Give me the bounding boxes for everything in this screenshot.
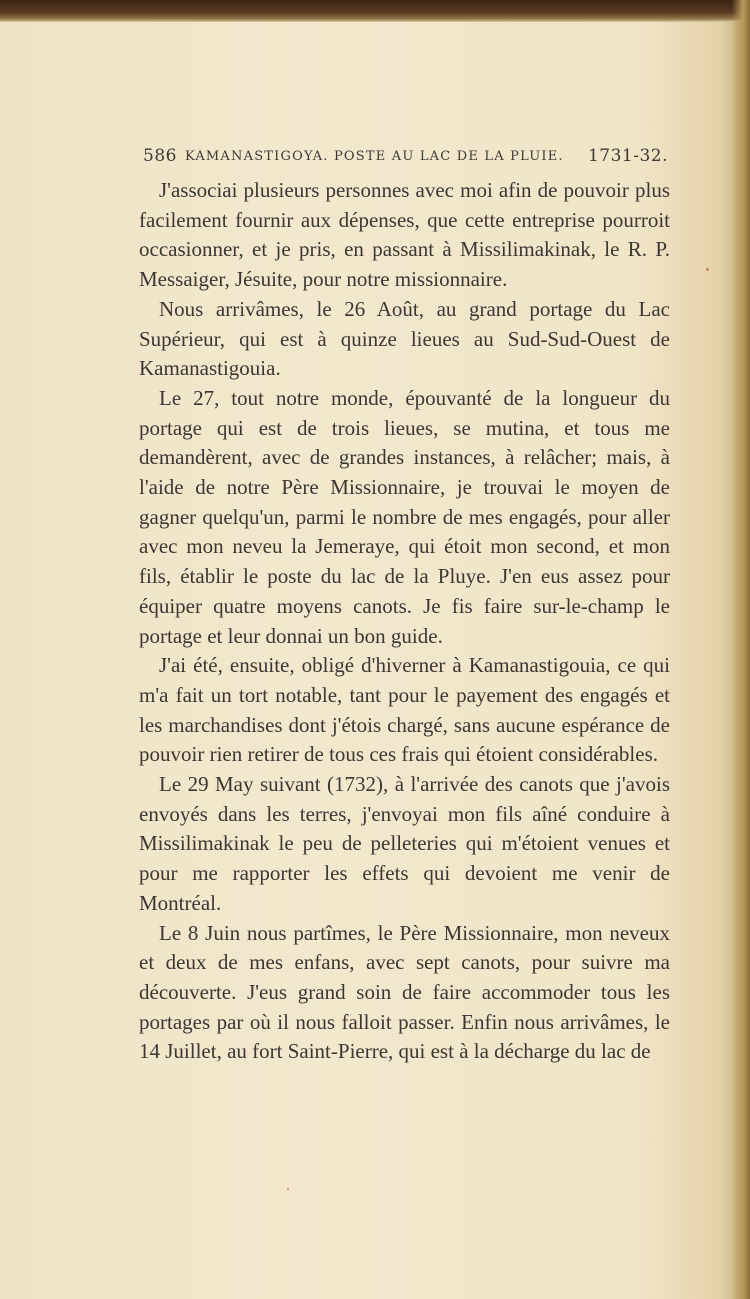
paragraph: Le 29 May suivant (1732), à l'arrivée des canots que j'avois envoyés dans les terres, j'envoyai mon fils aîné conduire à Missilimakinak le peu de pelleteries qui m'étoient venues et pour me rapporter les effets qui devoient me venir de Montréal. xyxy=(139,772,670,915)
running-title: KAMANASTIGOYA. POSTE AU LAC DE LA PLUIE. xyxy=(184,148,564,164)
paper-speck xyxy=(287,1188,289,1190)
paragraph: J'ai été, ensuite, obligé d'hiverner à Kamanastigouia, ce qui m'a fait un tort notable, tant pour le payement des engagés et les marchandises dont j'étois chargé, sans aucune espérance de pouvoir rien retirer de tous ces frais qui étoient considérables. xyxy=(139,653,670,767)
book-cover-edge xyxy=(0,0,750,22)
page-number: 586 xyxy=(143,146,177,166)
paragraph: Nous arrivâmes, le 26 Août, au grand portage du Lac Supérieur, qui est à quinze lieues au Sud-Sud-Ouest de Kamanastigouia. xyxy=(139,296,670,381)
running-years: 1731-32. xyxy=(587,146,668,166)
paragraph: J'associai plusieurs personnes avec moi afin de pouvoir plus facilement fournir aux dépenses, que cette entreprise pourroit occasionner, et je pris, en passant à Missilimakinak, le R. P. Messaiger, Jésuite, pour notre missionnaire. xyxy=(139,178,670,292)
running-head xyxy=(143,143,668,169)
page-edge-shadow xyxy=(732,0,750,1299)
paragraph: Le 8 Juin nous partîmes, le Père Missionnaire, mon neveux et deux de mes enfans, avec sept canots, pour suivre ma découverte. J'eus grand soin de faire accommoder tous les portages par où il nous falloit passer. Enfin nous arrivâmes, le 14 Juillet, au fort Saint-Pierre, qui est à la décharge du lac de xyxy=(139,920,670,1064)
paper-speck xyxy=(706,268,709,271)
body-text xyxy=(139,176,670,1067)
paragraph: Le 27, tout notre monde, épouvanté de la longueur du portage qui est de trois lieues, se mutina, et tous me demandèrent, avec de grandes instances, à relâcher; mais, à l'aide de notre Père Missionnaire, je trouvai le moyen de gagner quelqu'un, parmi le nombre de mes engagés, pour aller avec mon neveu la Jemeraye, qui étoit mon second, et mon fils, établir le poste du lac de la Pluye. J'en eus assez pour équiper quatre moyens canots. Je fis faire sur-le-champ le portage et leur donnai un bon guide. xyxy=(139,385,670,648)
